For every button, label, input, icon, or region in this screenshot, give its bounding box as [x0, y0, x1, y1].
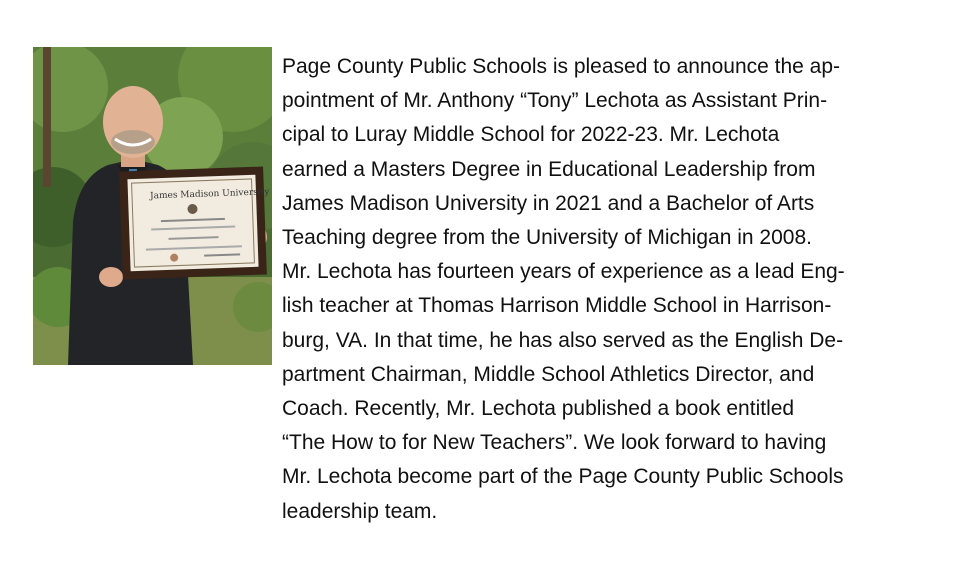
article-line: pointment of Mr. Anthony “Tony” Lechota as Assistant Prin- — [282, 89, 828, 113]
diploma-title: James Madison University — [149, 187, 270, 202]
portrait-photo — [33, 47, 272, 365]
article-line: lish teacher at Thomas Harrison Middle School in Harrison- — [282, 294, 832, 318]
article-line: “The How to for New Teachers”. We look forward to having — [282, 431, 827, 455]
article-line: earned a Masters Degree in Educational Leadership from — [282, 157, 816, 181]
article-line: leadership team. — [282, 499, 438, 523]
portrait-illustration — [33, 47, 272, 365]
article-line: Page County Public Schools is pleased to announce the ap- — [282, 55, 841, 78]
article-line: James Madison University in 2021 and a Bachelor of Arts — [282, 191, 815, 215]
article-line: Coach. Recently, Mr. Lechota published a book entitled — [282, 397, 795, 421]
article-line: Mr. Lechota become part of the Page County Public Schools — [282, 465, 844, 489]
article-line: partment Chairman, Middle School Athletics Director, and — [282, 362, 815, 386]
article-line: Teaching degree from the University of Michigan in 2008. — [282, 226, 812, 250]
article-line: cipal to Luray Middle School for 2022-23. Mr. Lechota — [282, 123, 780, 147]
article-line: burg, VA. In that time, he has also served as the English De- — [282, 328, 844, 352]
article-line: Mr. Lechota has fourteen years of experience as a lead Eng- — [282, 260, 845, 284]
announcement-article — [282, 50, 942, 529]
